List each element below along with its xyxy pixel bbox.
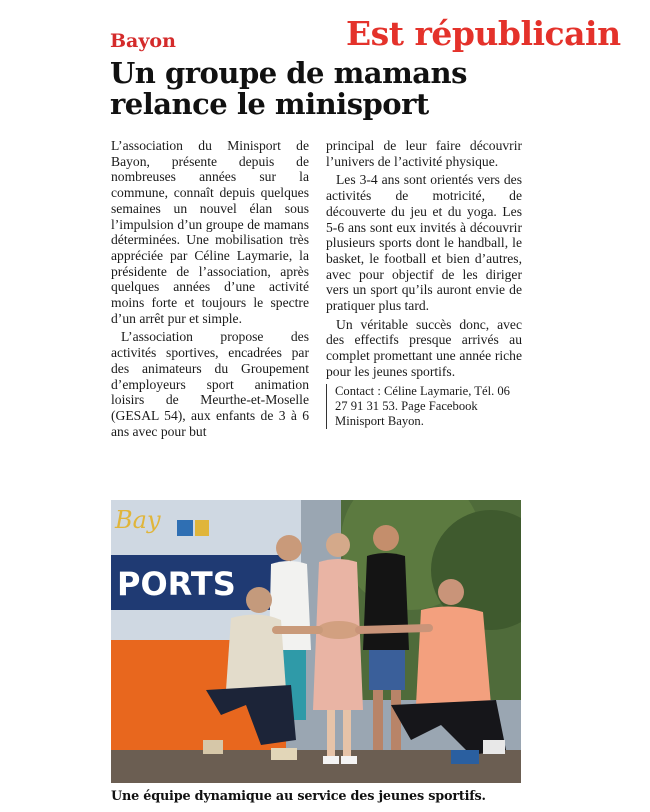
section-label: Bayon (110, 30, 176, 52)
paragraph: principal de leur faire découvrir l’univers de l’activité physique. (326, 138, 522, 169)
masthead-logo: Est républicain (346, 14, 621, 53)
photo-caption: Une équipe dynamique au service des jeunes sportifs. (111, 789, 486, 804)
article-column-left (111, 138, 309, 439)
paragraph: L’association du Minisport de Bayon, présente depuis de nombreuses années sur la commune, connaît depuis quelques semaines un nouvel élan sous l’impulsion d’un groupe de mamans déterminées. Une mobilisation très appréciée par Céline Laymarie, la présidente de l’association, après quelques années d’une activité moins forte et toujours le spectre d’un arrêt pur et simple. (111, 138, 309, 326)
paragraph: Les 3-4 ans sont orientés vers des activités de motricité, de découverte du jeu et du yoga. Les 5-6 ans sont eux invités à découvrir plusieurs sports dont le handball, le basket, le football et bien d’autres, avec pour objectif de les diriger vers un sport qu’ils auront envie de pratiquer plus tard. (326, 172, 522, 314)
contact-info: Contact : Céline Laymarie, Tél. 06 27 91 31 53. Page Facebook Minisport Bayon. (326, 384, 522, 429)
paragraph: L’association propose des activités sportives, encadrées par des animateurs du Groupement d’employeurs sport animation loisirs de Meurthe-et-Moselle (GESAL 54), aux enfants de 3 à 6 ans avec pour but (111, 329, 309, 439)
article-headline: Un groupe de mamans relance le minisport (110, 56, 467, 121)
article-column-right (326, 138, 522, 429)
article-photo (111, 500, 521, 783)
joined-hands (317, 621, 361, 639)
sign-top-text: Bay (115, 506, 161, 534)
sign-main-text: PORTS (117, 565, 236, 603)
paragraph: Un véritable succès donc, avec des effectifs presque arrivés au complet promettant une année riche pour les jeunes sportifs. (326, 316, 522, 379)
